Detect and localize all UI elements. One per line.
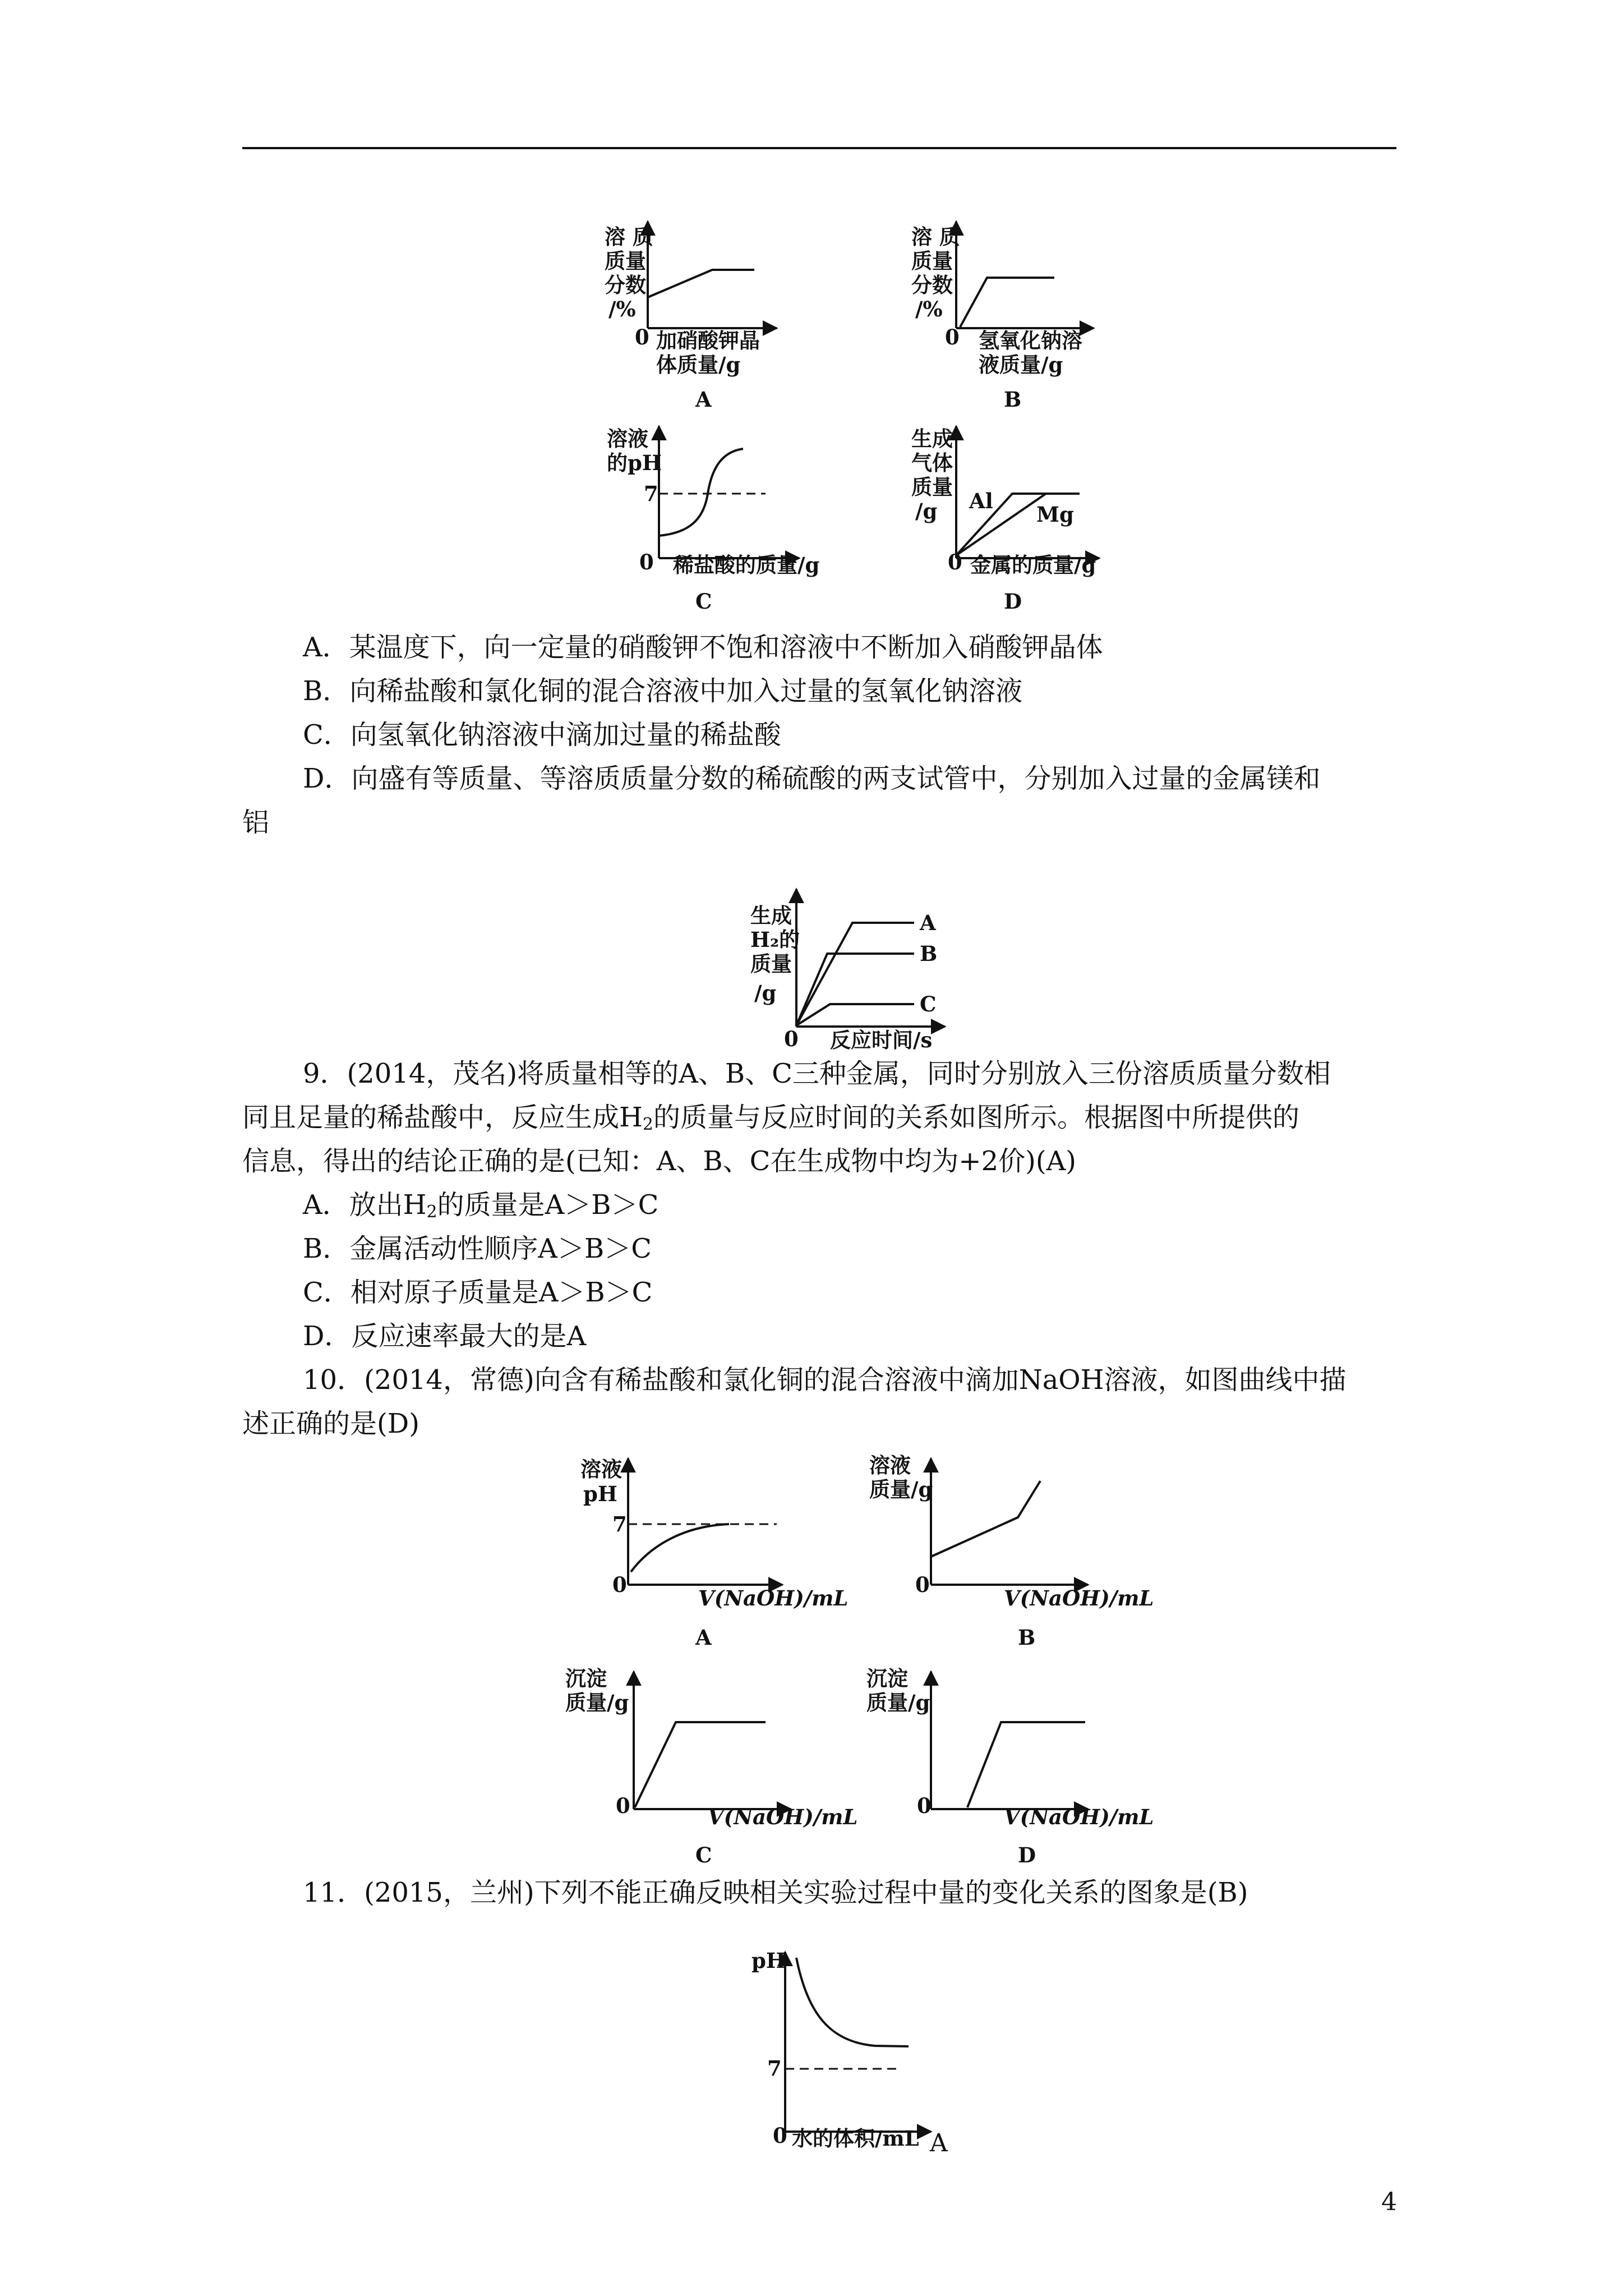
q10-b-origin: 0 [915, 1572, 930, 1597]
q9-xlabel: 反应时间/s [830, 1028, 933, 1052]
q9-series-b: B [920, 941, 938, 966]
q8-a-ylabel-3: 分数 [605, 273, 646, 297]
q10-d-origin: 0 [917, 1793, 932, 1818]
q10-b-ylabel-2: 质量/g [869, 1477, 933, 1502]
q8-c-tick-7: 7 [644, 481, 658, 506]
q10-c-caption: C [695, 1843, 712, 1867]
q8-a-ylabel-2: 质量 [605, 249, 646, 273]
q8-b-ylabel-3: 分数 [911, 273, 953, 297]
q11-graph [785, 1952, 931, 2132]
q8-c-xlabel: 稀盐酸的质量/g [673, 553, 820, 577]
q9-stem-line2-sub: 2 [642, 1115, 653, 1134]
q8-graph-c [659, 426, 799, 558]
q8-a-origin: 0 [635, 325, 649, 349]
q9-stem-line2-pre: 同且足量的稀盐酸中，反应生成H [242, 1102, 643, 1133]
q8-c-ylabel-1: 溶液 [607, 426, 648, 451]
q10-b-curve [931, 1481, 1040, 1557]
q10-d-ylabel-2: 质量/g [866, 1690, 930, 1715]
q10-a-ylabel-2: pH [583, 1481, 617, 1506]
q10-graph-b [931, 1458, 1088, 1585]
q8-graph-a [648, 222, 777, 328]
q9-curve-c [796, 1004, 914, 1025]
q10-stem-line1: 10．(2014，常德)向含有稀盐酸和氯化铜的混合溶液中滴加NaOH溶液，如图曲线中描 [303, 1364, 1347, 1396]
q9-stem-line1: 9．(2014，茂名)将质量相等的A、B、C三种金属，同时分别放入三份溶质质量分数相 [303, 1058, 1331, 1089]
q8-d-ylabel-2: 气体 [911, 450, 953, 475]
q10-b-ylabel-1: 溶液 [869, 1453, 911, 1478]
q9-stem-line2 [242, 1102, 1299, 1134]
q9-ylabel-3: 质量 [750, 951, 792, 976]
q8-c-origin: 0 [639, 550, 654, 574]
q8-b-curve [960, 278, 1054, 327]
q9-curve-a [796, 923, 914, 1025]
q10-graph-d [931, 1672, 1088, 1809]
q11-ylabel: pH [751, 1948, 786, 1973]
q8-d-ylabel-3: 质量 [911, 475, 953, 499]
q8-b-origin: 0 [945, 325, 960, 349]
q9-ylabel-2: H₂的 [750, 927, 800, 952]
q10-stem-line2: 述正确的是(D) [242, 1408, 419, 1439]
q10-a-xlabel: V(NaOH)/mL [698, 1586, 849, 1611]
q10-c-origin: 0 [616, 1793, 630, 1818]
q8-a-curve [648, 270, 754, 297]
q10-graph-a [628, 1458, 782, 1585]
q8-d-origin: 0 [948, 550, 962, 574]
q10-c-ylabel-2: 质量/g [565, 1690, 629, 1715]
q9-option-a [303, 1189, 659, 1222]
q8-c-caption: C [695, 589, 712, 614]
q8-option-d-line2: 铝 [242, 807, 270, 838]
q9-option-a-post: 的质量是A＞B＞C [437, 1189, 659, 1221]
q10-a-origin: 0 [612, 1572, 627, 1597]
q8-b-ylabel-1: 溶 质 [911, 224, 960, 249]
q9-option-b: B．金属活动性顺序A＞B＞C [303, 1233, 652, 1264]
q10-graph-c [634, 1672, 791, 1809]
q9-option-a-sub: 2 [426, 1202, 437, 1222]
q11-curve [796, 1958, 909, 2046]
q10-a-curve [631, 1524, 729, 1572]
q8-option-d-line1: D．向盛有等质量、等溶质质量分数的稀硫酸的两支试管中，分别加入过量的金属镁和 [303, 763, 1321, 794]
q8-d-ylabel-4: /g [915, 499, 938, 523]
q11-xlabel: 水的体积/mL [792, 2126, 919, 2151]
q10-b-xlabel: V(NaOH)/mL [1004, 1586, 1154, 1611]
q9-option-c: C．相对原子质量是A＞B＞C [303, 1277, 653, 1308]
q9-ylabel-4: /g [754, 981, 777, 1005]
q8-c-ylabel-2: 的pH [607, 450, 662, 475]
q8-a-caption: A [695, 387, 712, 412]
q8-a-ylabel-1: 溶 质 [605, 224, 653, 249]
q8-d-caption: D [1004, 589, 1022, 614]
q8-a-xlabel-2: 体质量/g [656, 352, 741, 377]
q8-b-caption: B [1004, 387, 1022, 412]
q9-stem-line3: 信息，得出的结论正确的是(已知：A、B、C在生成物中均为+2价)(A) [242, 1145, 1076, 1177]
q9-series-c: C [920, 992, 937, 1016]
q10-c-xlabel: V(NaOH)/mL [708, 1805, 858, 1829]
q11-caption: A [930, 2129, 948, 2157]
q8-c-curve [659, 449, 743, 536]
q8-option-b: B．向稀盐酸和氯化铜的混合溶液中加入过量的氢氧化钠溶液 [303, 675, 1023, 707]
q8-d-series-al: Al [969, 489, 993, 513]
q11-tick-7: 7 [767, 2056, 782, 2081]
q11-origin: 0 [773, 2123, 787, 2148]
q10-d-xlabel: V(NaOH)/mL [1004, 1805, 1154, 1829]
q8-b-xlabel-1: 氢氧化钠溶 [979, 328, 1082, 353]
q8-option-a: A．某温度下，向一定量的硝酸钾不饱和溶液中不断加入硝酸钾晶体 [303, 632, 1103, 663]
q10-a-tick-7: 7 [612, 1512, 627, 1536]
q8-b-ylabel-2: 质量 [911, 249, 953, 273]
q10-b-caption: B [1018, 1625, 1036, 1650]
q9-series-a: A [920, 910, 936, 935]
q10-c-curve [635, 1722, 766, 1807]
q8-b-xlabel-2: 液质量/g [979, 352, 1063, 377]
q9-option-a-pre: A．放出H [303, 1189, 427, 1221]
q10-a-caption: A [695, 1625, 712, 1650]
q10-d-ylabel-1: 沉淀 [866, 1666, 908, 1691]
q9-option-d: D．反应速率最大的是A [303, 1320, 587, 1352]
q8-a-xlabel-1: 加硝酸钾晶 [656, 328, 760, 353]
q8-option-c: C．向氢氧化钠溶液中滴加过量的稀盐酸 [303, 719, 781, 751]
q8-b-ylabel-4: /% [915, 297, 943, 321]
q8-d-xlabel: 金属的质量/g [970, 553, 1096, 577]
q9-origin: 0 [784, 1027, 799, 1051]
q8-d-series-mg: Mg [1036, 502, 1074, 527]
q11-stem: 11．(2015，兰州)下列不能正确反映相关实验过程中量的变化关系的图象是(B) [303, 1877, 1248, 1908]
q10-a-ylabel-1: 溶液 [580, 1457, 622, 1481]
q9-stem-line2-post: 的质量与反应时间的关系如图所示。根据图中所提供的 [653, 1102, 1299, 1133]
page-number: 4 [1381, 2188, 1397, 2216]
q8-d-ylabel-1: 生成 [911, 426, 953, 451]
q8-graph-b [956, 222, 1094, 328]
q10-c-ylabel-1: 沉淀 [565, 1666, 607, 1691]
q10-d-caption: D [1018, 1843, 1036, 1867]
q9-ylabel-1: 生成 [750, 903, 792, 928]
q10-d-curve [967, 1722, 1085, 1807]
q8-a-ylabel-4: /% [608, 297, 636, 321]
